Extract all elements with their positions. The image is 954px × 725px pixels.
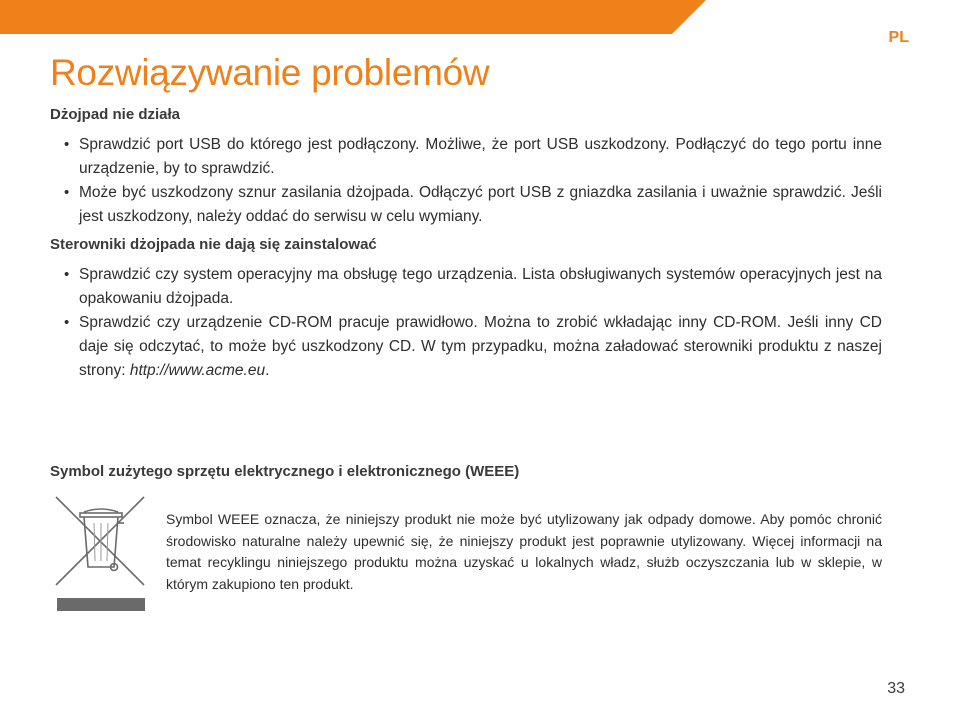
section-heading-drivers-not-installing: Sterowniki dżojpada nie dają się zainstalować: [50, 236, 377, 253]
bullet-dot: •: [64, 136, 70, 153]
section-heading-gamepad-not-working: Dżojpad nie działa: [50, 106, 181, 123]
page-title: Rozwiązywanie problemów: [50, 52, 490, 93]
bullet-dot: •: [64, 266, 70, 283]
list-item: • Może być uszkodzony sznur zasilania dżojpada. Odłączyć port USB z gniazdka zasilania i uważnie sprawdzić. Jeśli jest uszkodzony, należy oddać do serwisu w celu wymiany.: [50, 181, 882, 229]
list-item: • Sprawdzić port USB do którego jest podłączony. Możliwe, że port USB uszkodzony. Podłączyć do tego portu inne urządzenie, by to sprawdzić.: [50, 133, 882, 181]
header-accent-bar: [0, 0, 954, 34]
weee-heading: Symbol zużytego sprzętu elektrycznego i elektronicznego (WEEE): [50, 463, 520, 480]
bullet-list-gamepad-not-working: [50, 133, 882, 229]
language-tag: PL: [888, 29, 909, 46]
list-item: • Sprawdzić czy urządzenie CD-ROM pracuje prawidłowo. Można to zrobić wkładając inny CD-ROM. Jeśli inny CD daje się odczytać, to może być uszkodzony CD. W tym przypadku, można załadować sterowniki produktu z naszej strony: http://www.acme.eu.: [50, 311, 882, 383]
bullet-dot: •: [64, 184, 70, 201]
page-number: 33: [887, 680, 905, 697]
crossed-out-wheelie-bin-icon: [54, 495, 148, 613]
list-item: • Sprawdzić czy system operacyjny ma obsługę tego urządzenia. Lista obsługiwanych systemów operacyjnych jest na opakowaniu dżojpada.: [50, 263, 882, 311]
bullet-dot: •: [64, 314, 70, 331]
bullet-list-drivers-not-installing: [50, 263, 882, 383]
weee-description: Symbol WEEE oznacza, że niniejszy produkt nie może być utylizowany jak odpady domowe. Aby pomóc chronić środowisko naturalne należy upewnić się, że niniejszy produkt jest poprawnie utylizowany. Więcej informacji na temat recyklingu niniejszego produktu można uzyskać u lokalnych władz, służb oczyszczania lub w sklepie, w którym zakupiono ten produkt.: [166, 511, 882, 592]
troubleshooting-content: [50, 104, 882, 388]
website-link[interactable]: http://www.acme.eu: [129, 362, 266, 379]
